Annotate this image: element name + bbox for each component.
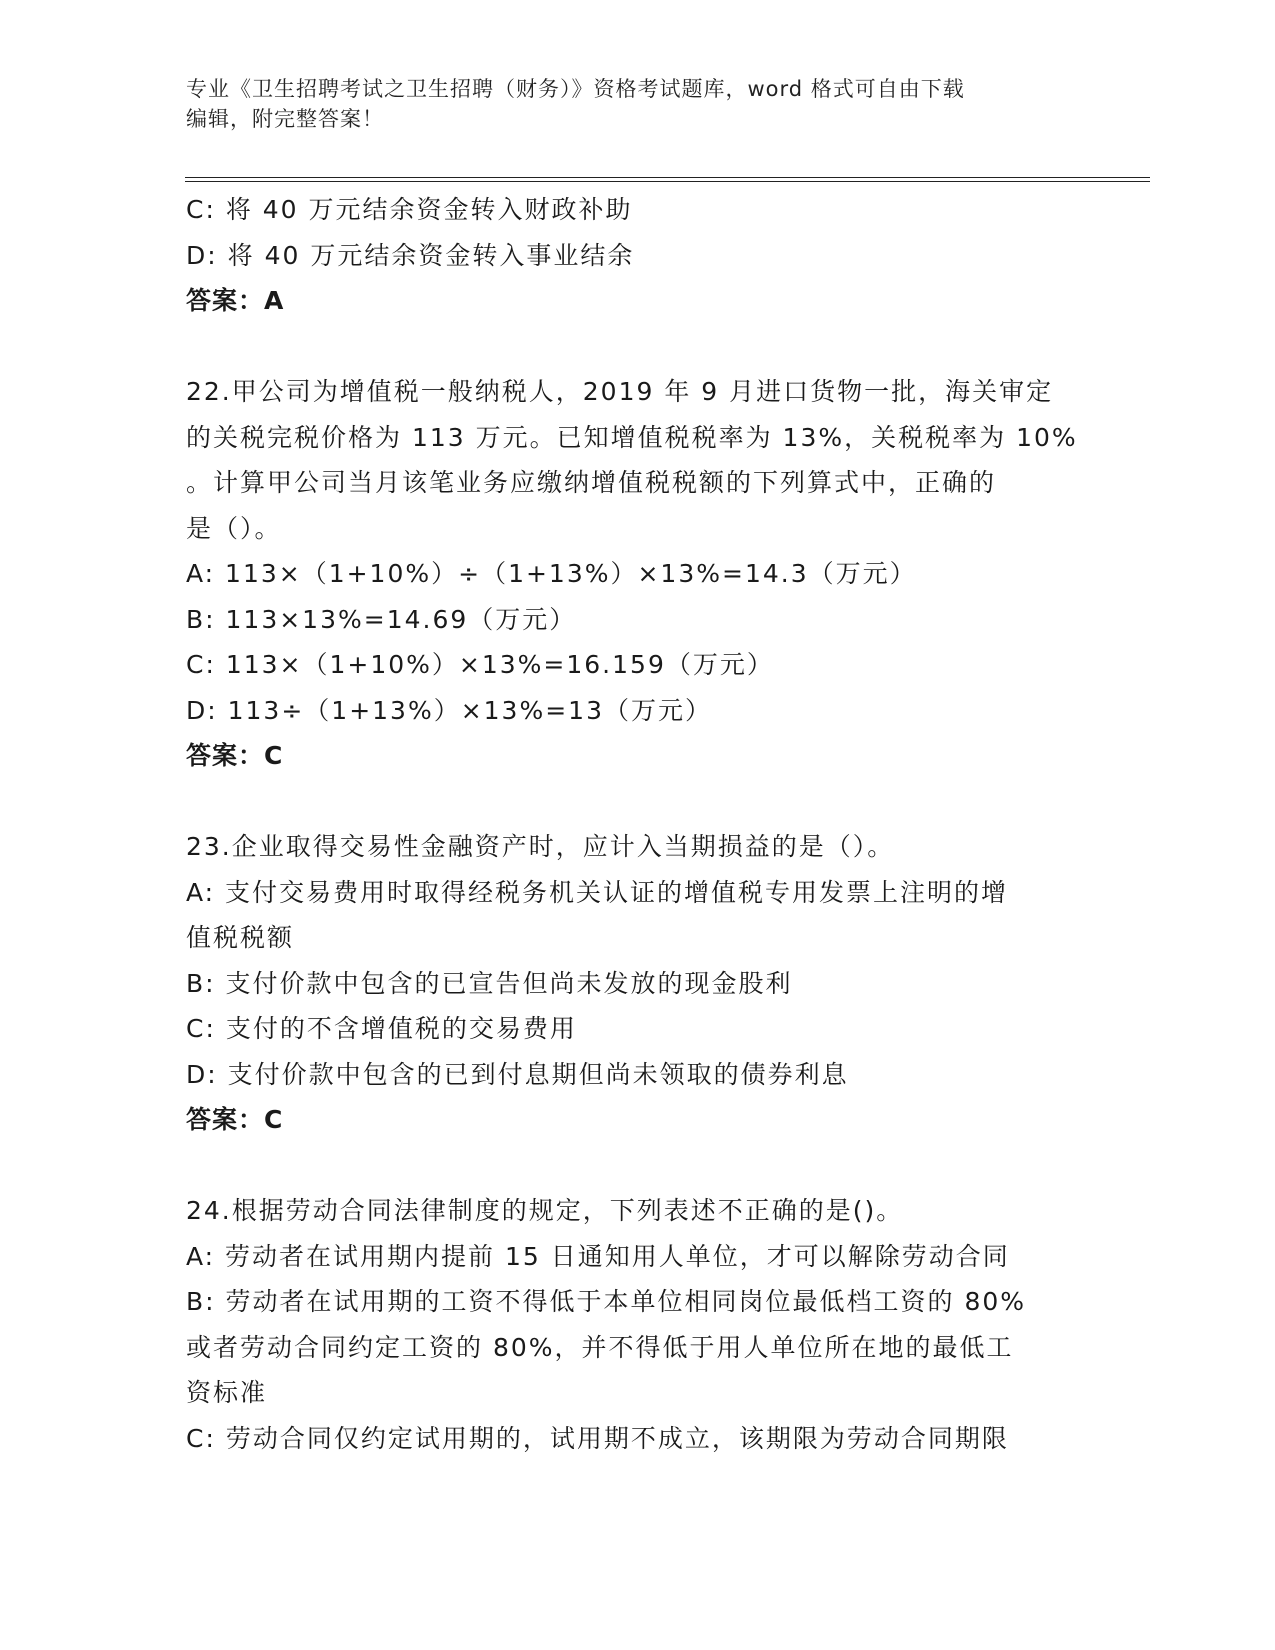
q23-answer: 答案：C [186,1105,284,1134]
q24-option-c: C: 劳动合同仅约定试用期的，试用期不成立，该期限为劳动合同期限 [186,1423,1009,1453]
spacer [186,1143,1086,1189]
q23-option-a-line-2: 值税税额 [186,923,295,952]
q23-option-c: C: 支付的不含增值税的交易费用 [186,1014,577,1043]
page-header [186,74,1066,134]
q22-answer: 答案：C [186,741,284,770]
q24-option-b-line-3: 资标准 [186,1378,268,1407]
q23-option-a-line-1: A: 支付交易费用时取得经税务机关认证的增值税专用发票上注明的增 [186,877,1009,907]
header-line-1: 专业《卫生招聘考试之卫生招聘（财务）》资格考试题库，word 格式可自由下载 [186,77,965,101]
q24-option-b-line-1: B: 劳动者在试用期的工资不得低于本单位相同岗位最低档工资的 80% [186,1287,1027,1316]
q22-option-d: D: 113÷（1+13%）×13%=13（万元） [186,695,712,725]
q23-option-b: B: 支付价款中包含的已宣告但尚未发放的现金股利 [186,968,793,998]
q24-stem: 24.根据劳动合同法律制度的规定，下列表述不正确的是()。 [186,1196,904,1225]
q24-option-a: A: 劳动者在试用期内提前 15 日通知用人单位，才可以解除劳动合同 [186,1241,1010,1271]
spacer [186,779,1086,825]
q22-stem-line-4: 是（）。 [186,513,282,543]
q22-stem-line-1: 22.甲公司为增值税一般纳税人，2019 年 9 月进口货物一批，海关审定 [186,377,1054,406]
q22-stem-line-2: 的关税完税价格为 113 万元。已知增值税税率为 13%，关税税率为 10% [186,422,1078,452]
q21-option-c: C: 将 40 万元结余资金转入财政补助 [186,195,633,224]
header-rule-top [185,177,1150,178]
q24-option-b-line-2: 或者劳动合同约定工资的 80%，并不得低于用人单位所在地的最低工 [186,1332,1014,1362]
q22-stem-line-3: 。计算甲公司当月该笔业务应缴纳增值税税额的下列算式中，正确的 [186,468,997,497]
header-line-2: 编辑，附完整答案！ [186,107,384,131]
q21-answer: 答案：A [186,286,285,315]
q22-option-a: A: 113×（1+10%）÷（1+13%）×13%=14.3（万元） [186,559,917,588]
q21-option-d: D: 将 40 万元结余资金转入事业结余 [186,240,635,270]
q22-option-b: B: 113×13%=14.69（万元） [186,604,577,634]
header-rule-bottom [185,181,1150,182]
question-content [186,187,1086,1461]
spacer [186,324,1086,370]
q22-option-c: C: 113×（1+10%）×13%=16.159（万元） [186,650,774,679]
q23-stem: 23.企业取得交易性金融资产时，应计入当期损益的是（）。 [186,832,895,861]
q23-option-d: D: 支付价款中包含的已到付息期但尚未领取的债券利息 [186,1059,849,1089]
